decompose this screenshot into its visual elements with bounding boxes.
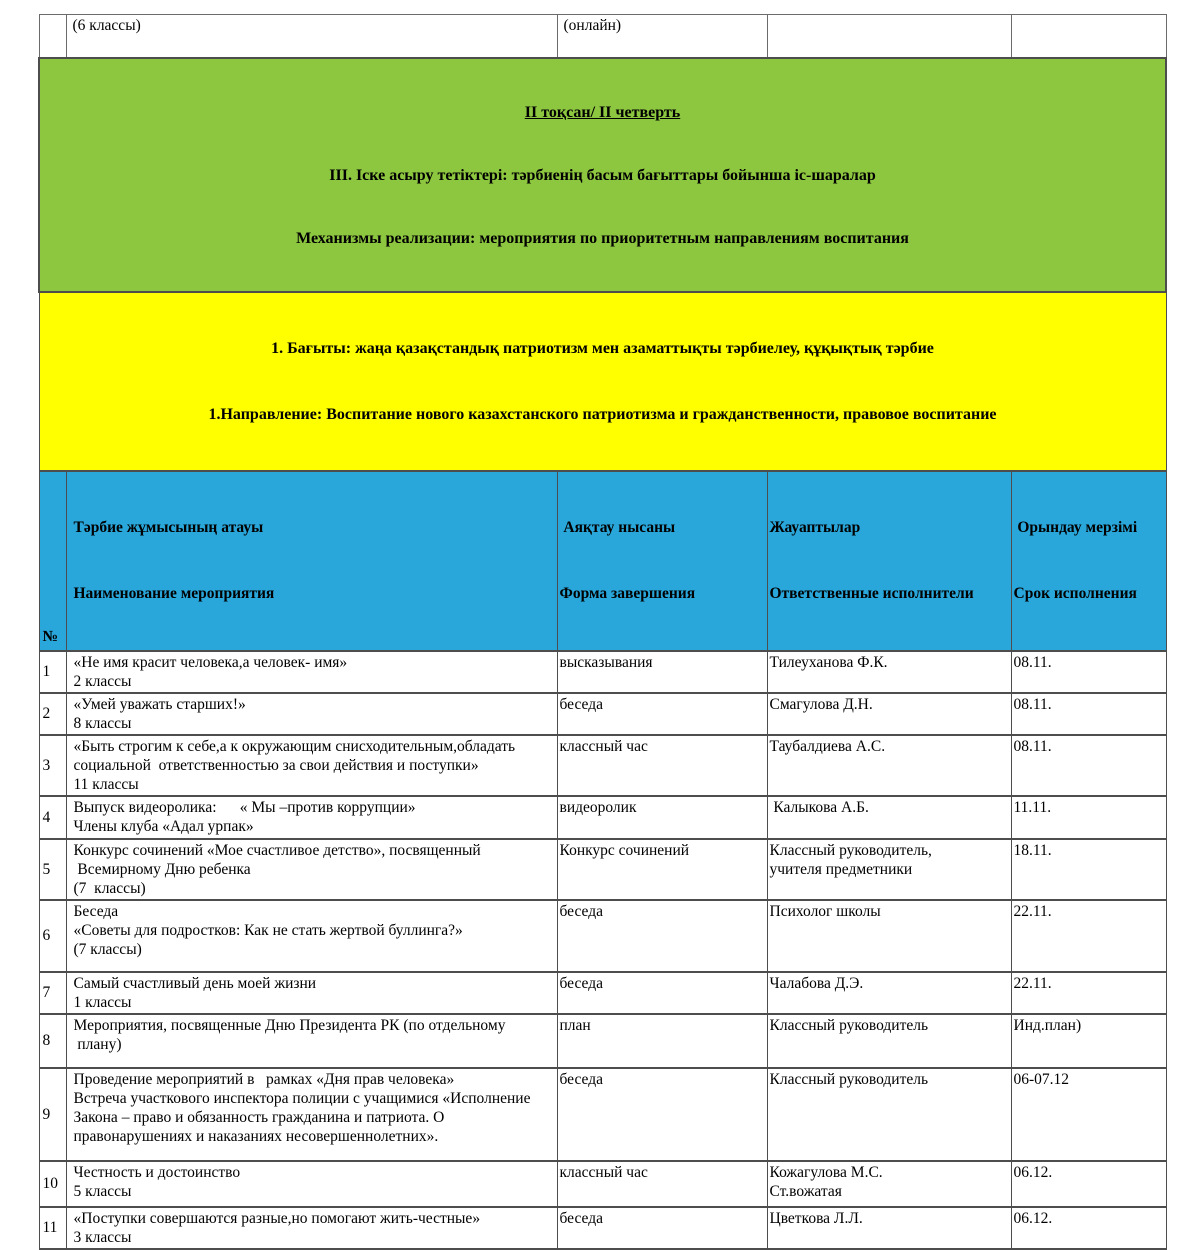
cell-line: 11 классы bbox=[73, 775, 139, 793]
header-responsible bbox=[767, 471, 1011, 651]
row-number: 8 bbox=[39, 1014, 66, 1068]
cell-line: Чалабова Д.Э. bbox=[769, 974, 864, 992]
row-number: 9 bbox=[39, 1068, 66, 1161]
completion-form-cell: видеоролик bbox=[557, 796, 767, 839]
header-event-name bbox=[66, 471, 557, 651]
quarter-title: ІІ тоқсан/ ІІ четверть bbox=[524, 103, 681, 121]
quarter-banner-cell bbox=[39, 58, 1166, 292]
completion-form-cell: беседа bbox=[557, 972, 767, 1014]
cell-line: Честность и достоинство bbox=[73, 1163, 241, 1181]
table-row bbox=[39, 839, 1166, 900]
cell-line: правонарушениях и наказаниях несовершеннолетних». bbox=[73, 1127, 439, 1145]
event-name-cell bbox=[66, 735, 557, 796]
header-responsible-kk: Жауаптылар bbox=[769, 518, 861, 536]
responsible-cell bbox=[767, 651, 1011, 693]
completion-form-cell: классный час bbox=[557, 1161, 767, 1207]
pre-cell-empty-2 bbox=[1011, 15, 1166, 58]
cell-line: Классный руководитель, bbox=[769, 841, 932, 859]
cell-line: Ст.вожатая bbox=[769, 1182, 842, 1200]
cell-line: социальной ответственностью за свои действия и поступки» bbox=[73, 756, 479, 774]
header-due-date-ru: Срок исполнения bbox=[1013, 584, 1137, 602]
cell-line: Тилеуханова Ф.К. bbox=[769, 653, 888, 671]
direction-banner-cell bbox=[39, 292, 1166, 471]
cell-line: «Советы для подростков: Как не стать жертвой буллинга?» bbox=[73, 921, 463, 939]
row-number: 1 bbox=[39, 651, 66, 693]
table-row bbox=[39, 651, 1166, 693]
completion-form-cell: беседа bbox=[557, 1207, 767, 1249]
table-row bbox=[39, 693, 1166, 735]
due-date-cell: 08.11. bbox=[1011, 651, 1166, 693]
table-row bbox=[39, 1161, 1166, 1207]
cell-line: (7 классы) bbox=[73, 879, 146, 897]
due-date-cell: 06.12. bbox=[1011, 1207, 1166, 1249]
event-name-cell bbox=[66, 1068, 557, 1161]
due-date-cell: 06.12. bbox=[1011, 1161, 1166, 1207]
cell-line: Беседа bbox=[73, 902, 119, 920]
row-number: 3 bbox=[39, 735, 66, 796]
cell-line: 3 классы bbox=[73, 1228, 132, 1246]
event-name-cell bbox=[66, 1207, 557, 1249]
table-header-row bbox=[39, 471, 1166, 651]
cell-line: Смагулова Д.Н. bbox=[769, 695, 873, 713]
responsible-cell bbox=[767, 900, 1011, 972]
row-number: 4 bbox=[39, 796, 66, 839]
event-name-cell bbox=[66, 796, 557, 839]
pre-cell-online: (онлайн) bbox=[557, 15, 767, 58]
due-date-cell: 11.11. bbox=[1011, 796, 1166, 839]
document-page bbox=[38, 14, 1167, 1250]
responsible-cell bbox=[767, 1068, 1011, 1161]
cell-line: плану) bbox=[73, 1035, 122, 1053]
table-row bbox=[39, 1014, 1166, 1068]
due-date-cell: 06-07.12 bbox=[1011, 1068, 1166, 1161]
cell-line: «Быть строгим к себе,а к окружающим снисходительным,обладать bbox=[73, 737, 516, 755]
cell-line: 8 классы bbox=[73, 714, 132, 732]
cell-line: Проведение мероприятий в рамках «Дня прав человека» bbox=[73, 1070, 455, 1088]
row-number: 11 bbox=[39, 1207, 66, 1249]
cell-line: «Поступки совершаются разные,но помогают жить-честные» bbox=[73, 1209, 481, 1227]
cell-line: Выпуск видеоролика: « Мы –против коррупции» bbox=[73, 798, 416, 816]
cell-line: 2 классы bbox=[73, 672, 132, 690]
due-date-cell: 08.11. bbox=[1011, 693, 1166, 735]
header-due-date-kk: Орындау мерзімі bbox=[1013, 518, 1138, 536]
completion-form-cell: план bbox=[557, 1014, 767, 1068]
due-date-cell: 08.11. bbox=[1011, 735, 1166, 796]
row-number: 6 bbox=[39, 900, 66, 972]
responsible-cell bbox=[767, 972, 1011, 1014]
cell-line: Встреча участкового инспектора полиции с учащимися «Исполнение bbox=[73, 1089, 531, 1107]
cell-line: Закона – право и обязанность гражданина и патриота. О bbox=[73, 1108, 445, 1126]
completion-form-cell: беседа bbox=[557, 900, 767, 972]
row-number: 7 bbox=[39, 972, 66, 1014]
event-name-cell bbox=[66, 651, 557, 693]
table-row bbox=[39, 972, 1166, 1014]
header-due-date bbox=[1011, 471, 1166, 651]
event-name-cell bbox=[66, 839, 557, 900]
event-name-cell bbox=[66, 1161, 557, 1207]
cell-line: «Умей уважать старших!» bbox=[73, 695, 246, 713]
due-date-cell: Инд.план) bbox=[1011, 1014, 1166, 1068]
responsible-cell bbox=[767, 1207, 1011, 1249]
direction-title-kk: 1. Бағыты: жаңа қазақстандық патриотизм мен азаматтықты тәрбиелеу, құқықтық тәрбие bbox=[271, 339, 934, 357]
responsible-cell bbox=[767, 693, 1011, 735]
previous-table-tail-row bbox=[39, 15, 1166, 58]
responsible-cell bbox=[767, 1014, 1011, 1068]
due-date-cell: 18.11. bbox=[1011, 839, 1166, 900]
row-number: 10 bbox=[39, 1161, 66, 1207]
cell-line: Таубалдиева А.С. bbox=[769, 737, 886, 755]
header-number: № bbox=[39, 471, 66, 651]
cell-line: Калыкова А.Б. bbox=[769, 798, 869, 816]
pre-cell-classes: (6 классы) bbox=[66, 15, 557, 58]
event-name-cell bbox=[66, 1014, 557, 1068]
header-event-name-ru: Наименование мероприятия bbox=[73, 584, 275, 602]
pre-cell-num bbox=[39, 15, 66, 58]
cell-line: Самый счастливый день моей жизни bbox=[73, 974, 317, 992]
due-date-cell: 22.11. bbox=[1011, 900, 1166, 972]
direction-banner-row bbox=[39, 292, 1166, 471]
due-date-cell: 22.11. bbox=[1011, 972, 1166, 1014]
responsible-cell bbox=[767, 839, 1011, 900]
quarter-banner-row bbox=[39, 58, 1166, 292]
cell-line: Кожагулова М.С. bbox=[769, 1163, 883, 1181]
table-row bbox=[39, 735, 1166, 796]
event-name-cell bbox=[66, 972, 557, 1014]
responsible-cell bbox=[767, 796, 1011, 839]
direction-title-ru: 1.Направление: Воспитание нового казахстанского патриотизма и гражданственности, правовое воспитание bbox=[208, 405, 997, 423]
header-completion-form-ru: Форма завершения bbox=[559, 584, 696, 602]
responsible-cell bbox=[767, 1161, 1011, 1207]
cell-line: Конкурс сочинений «Мое счастливое детство», посвященный bbox=[73, 841, 481, 859]
mechanisms-title-ru: Механизмы реализации: мероприятия по приоритетным направлениям воспитания bbox=[296, 229, 909, 247]
completion-form-cell: беседа bbox=[557, 693, 767, 735]
cell-line: Психолог школы bbox=[769, 902, 881, 920]
completion-form-cell: Конкурс сочинений bbox=[557, 839, 767, 900]
cell-line: «Не имя красит человека,а человек- имя» bbox=[73, 653, 348, 671]
header-completion-form bbox=[557, 471, 767, 651]
table-row bbox=[39, 1068, 1166, 1161]
cell-line: 5 классы bbox=[73, 1182, 132, 1200]
table-row bbox=[39, 1207, 1166, 1249]
table-row bbox=[39, 900, 1166, 972]
row-number: 5 bbox=[39, 839, 66, 900]
mechanisms-title-kk: ІІІ. Іске асыру тетіктері: тәрбиенің басым бағыттары бойынша іс-шаралар bbox=[329, 166, 876, 184]
cell-line: Члены клуба «Адал урпак» bbox=[73, 817, 254, 835]
pre-cell-empty-1 bbox=[767, 15, 1011, 58]
table-row bbox=[39, 796, 1166, 839]
header-responsible-ru: Ответственные исполнители bbox=[769, 584, 974, 602]
plan-table-body bbox=[39, 651, 1166, 1249]
cell-line: Всемирному Дню ребенка bbox=[73, 860, 251, 878]
row-number: 2 bbox=[39, 693, 66, 735]
cell-line: (7 классы) bbox=[73, 940, 142, 958]
cell-line: Цветкова Л.Л. bbox=[769, 1209, 863, 1227]
event-name-cell bbox=[66, 900, 557, 972]
header-completion-form-kk: Аяқтау нысаны bbox=[559, 518, 676, 536]
completion-form-cell: классный час bbox=[557, 735, 767, 796]
cell-line: учителя предметники bbox=[769, 860, 913, 878]
completion-form-cell: высказывания bbox=[557, 651, 767, 693]
plan-table bbox=[38, 14, 1167, 1250]
header-event-name-kk: Тәрбие жұмысының атауы bbox=[73, 518, 264, 536]
event-name-cell bbox=[66, 693, 557, 735]
responsible-cell bbox=[767, 735, 1011, 796]
cell-line: Классный руководитель bbox=[769, 1070, 929, 1088]
cell-line: Мероприятия, посвященные Дню Президента РК (по отдельному bbox=[73, 1016, 506, 1034]
completion-form-cell: беседа bbox=[557, 1068, 767, 1161]
cell-line: Классный руководитель bbox=[769, 1016, 929, 1034]
cell-line: 1 классы bbox=[73, 993, 132, 1011]
